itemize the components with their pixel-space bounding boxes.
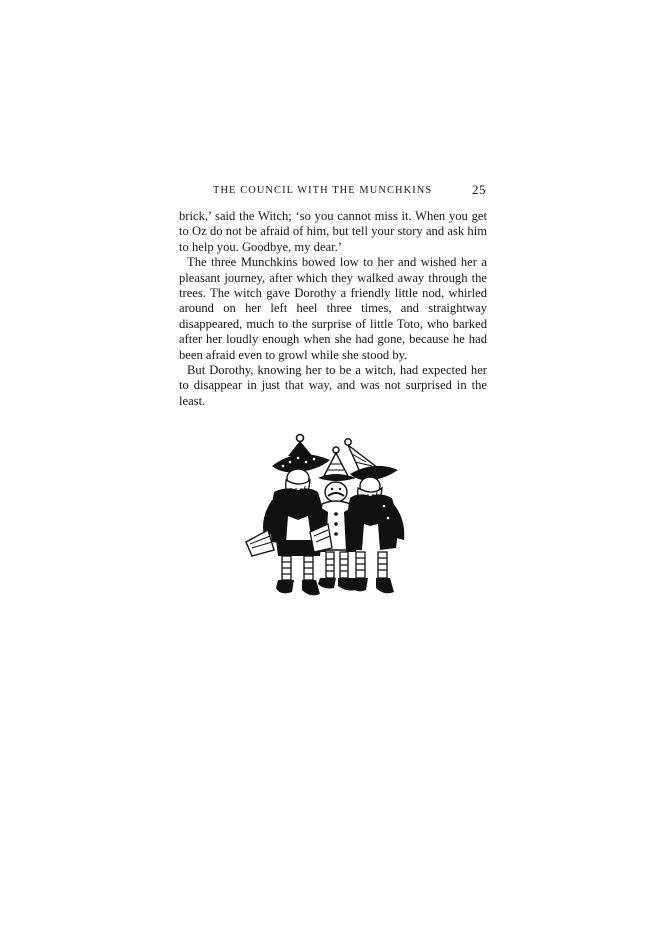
running-head (179, 183, 489, 199)
three-munchkins-illustration (238, 432, 420, 608)
paragraph-3: But Dorothy, knowing her to be a witch, had expected her to disappear in just that way, and was not surprised in the least. (179, 363, 487, 408)
munchkins-drawing (238, 432, 420, 608)
chapter-title: THE COUNCIL WITH THE MUNCHKINS (213, 185, 433, 196)
body-text (179, 209, 487, 409)
paragraph-1: brick,’ said the Witch; ‘so you cannot miss it. When you get to Oz do not be afraid of him, but tell your story and ask him to help you. Goodbye, my dear.’ (179, 209, 487, 254)
right-munchkin (345, 439, 404, 594)
paragraph-2: The three Munchkins bowed low to her and wished her a pleasant journey, after which they walked away through the trees. The witch gave Dorothy a friendly little nod, whirled around on her left heel three times, and straightway disappeared, much to the surprise of little Toto, who barked after her loudly enough when she had gone, because he had been afraid even to growl while she stood by. (179, 255, 487, 362)
page-number: 25 (472, 182, 486, 197)
